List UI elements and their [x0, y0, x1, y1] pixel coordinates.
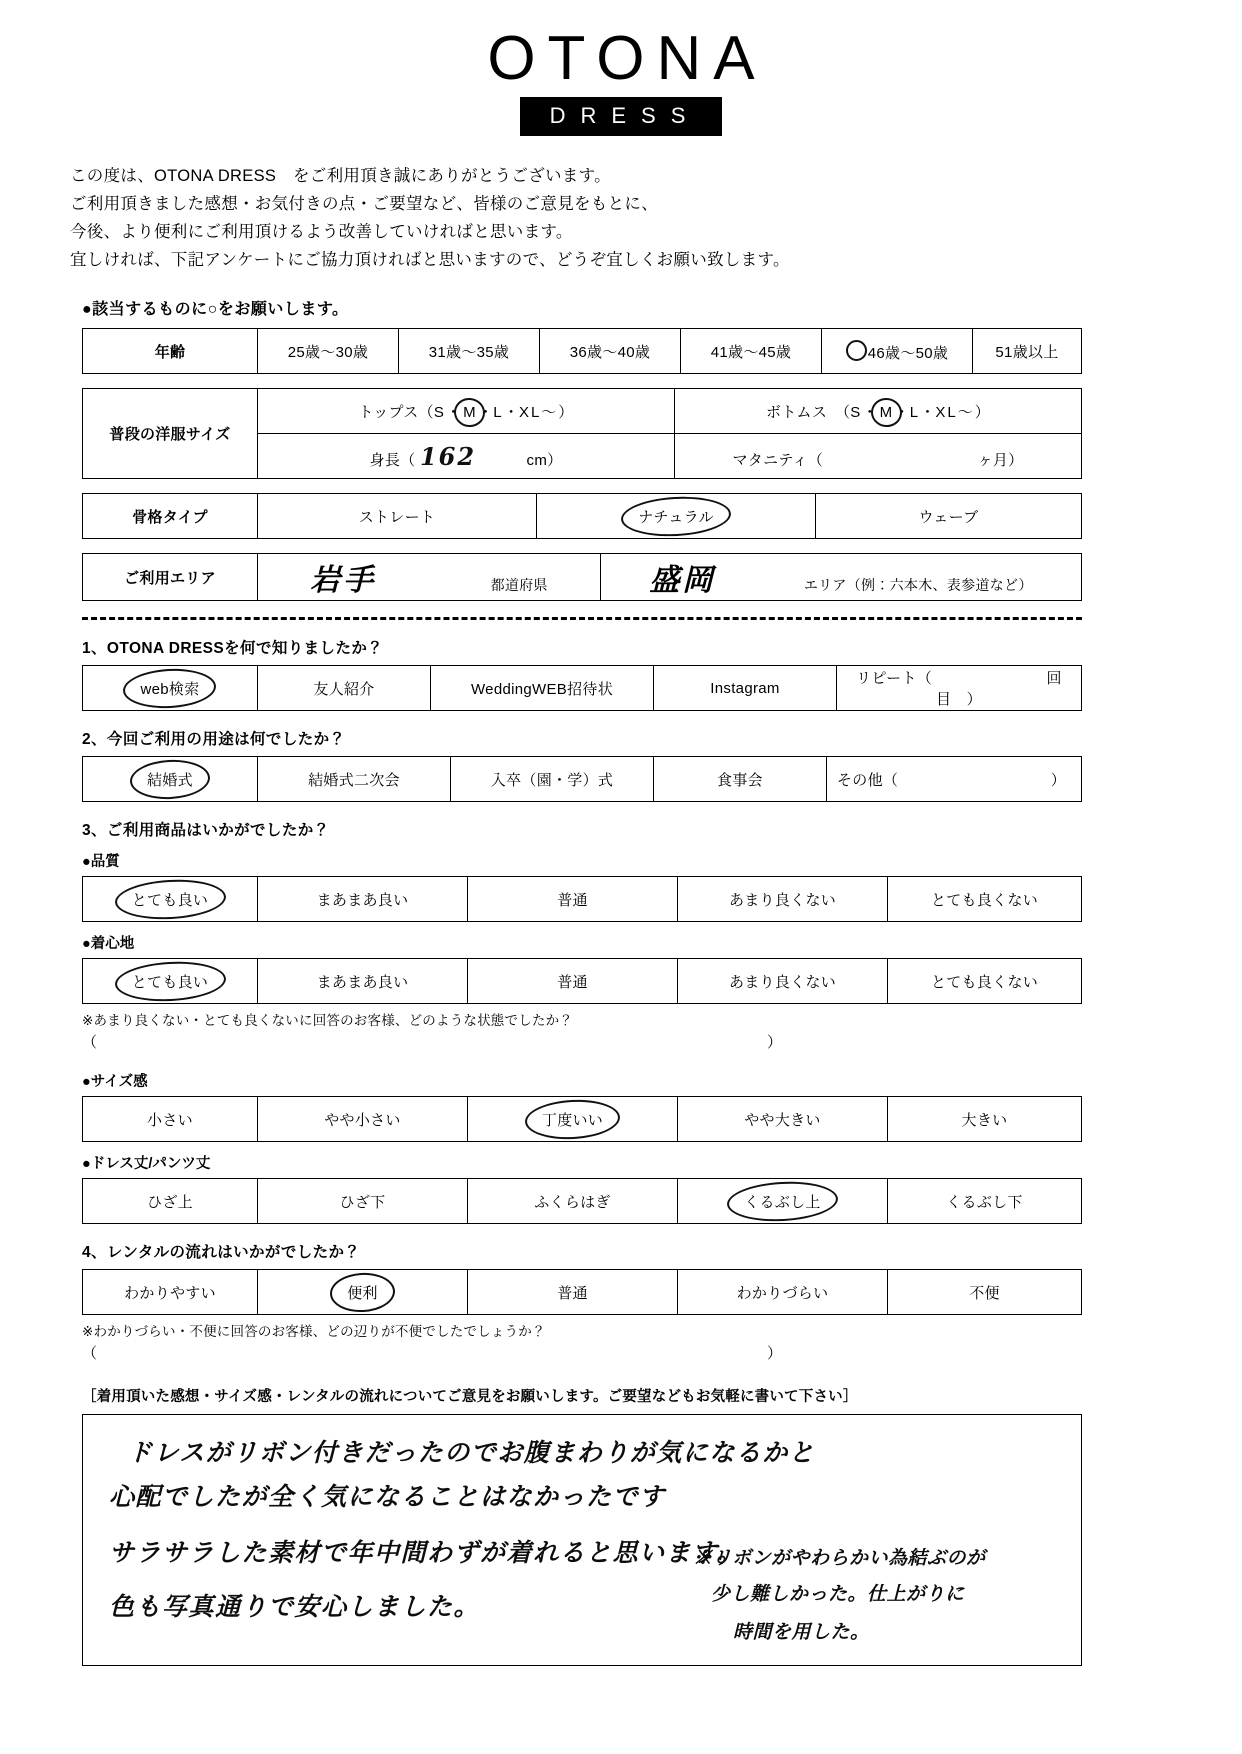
- q4-answer-open: （: [82, 1345, 98, 1363]
- q4-option-4[interactable]: 不便: [888, 1270, 1082, 1315]
- q1-repeat-count-label: 回目 ）: [936, 670, 1062, 709]
- q4-answer-field[interactable]: [82, 1342, 782, 1363]
- intro-line-1: この度は、OTONA DRESS をご利用頂き誠にありがとうございます。: [70, 167, 611, 186]
- comfort-option-4[interactable]: とても良くない: [888, 959, 1082, 1004]
- age-table: [82, 328, 1082, 374]
- height-value: 162: [419, 441, 477, 471]
- prefecture-caption: 都道府県: [490, 577, 548, 594]
- height-unit: cm）: [526, 451, 563, 469]
- quality-option-0-label: とても良い: [126, 887, 215, 912]
- clothing-size-table: [82, 388, 1082, 479]
- q3-quality-table: [82, 876, 1082, 922]
- comfort-option-0[interactable]: [83, 959, 258, 1004]
- brand-logo: [70, 0, 1172, 136]
- age-option-5[interactable]: 51歳以上: [973, 329, 1082, 374]
- tops-size-xl[interactable]: XL〜: [518, 403, 559, 421]
- area-value-cell[interactable]: [601, 554, 1082, 601]
- comfort-answer-open: （: [82, 1034, 98, 1052]
- bottoms-suffix: ）: [974, 403, 991, 421]
- maternity-label: マタニティ（: [732, 451, 824, 469]
- length-option-4[interactable]: くるぶし下: [888, 1179, 1082, 1224]
- q1-option-3[interactable]: Instagram: [654, 666, 837, 711]
- area-caption: エリア（例：六本木、表参道など）: [803, 577, 1033, 594]
- q3-comfort-table: [82, 958, 1082, 1004]
- quality-option-1[interactable]: まあまあ良い: [258, 877, 468, 922]
- age-option-4-label: 46歳〜50歳: [867, 344, 949, 362]
- q2-option-3[interactable]: 食事会: [654, 757, 827, 802]
- height-label: 身長（: [369, 451, 416, 469]
- quality-option-0[interactable]: [83, 877, 258, 922]
- prefecture-value: 岩手: [310, 563, 377, 599]
- quality-option-3[interactable]: あまり良くない: [678, 877, 888, 922]
- age-option-0[interactable]: 25歳〜30歳: [258, 329, 399, 374]
- table-row: [83, 1179, 1082, 1224]
- comfort-option-2[interactable]: 普通: [468, 959, 678, 1004]
- handwritten-line-2: 心配でしたが全く気になることはなかったです: [109, 1482, 666, 1512]
- q3-quality-label: ●品質: [82, 854, 120, 871]
- q1-option-1[interactable]: 友人紹介: [258, 666, 431, 711]
- q3-length-label: ●ドレス丈/パンツ丈: [82, 1156, 211, 1173]
- q2-option-1[interactable]: 結婚式二次会: [258, 757, 451, 802]
- q4-option-1-label: 便利: [341, 1280, 384, 1305]
- handwritten-line-7: 時間を用した。: [733, 1621, 870, 1644]
- bottoms-size-xl[interactable]: XL〜: [935, 403, 975, 421]
- prefecture-cell[interactable]: [258, 554, 601, 601]
- q2-other-label: その他（: [837, 771, 899, 789]
- q3-comfort-label: ●着心地: [82, 936, 135, 953]
- q1-repeat-label: リピート（: [856, 670, 933, 688]
- table-row: [83, 329, 1082, 374]
- q4-title: 4、レンタルの流れはいかがでしたか？: [82, 1244, 361, 1262]
- comfort-option-0-label: とても良い: [126, 969, 215, 994]
- intro-line-3: 今後、より便利にご利用頂けるよう改善していければと思います。: [70, 223, 573, 242]
- tops-size-m[interactable]: M: [463, 403, 476, 421]
- fit-option-2-label: 丁度いい: [536, 1107, 609, 1132]
- intro-paragraph: [70, 162, 1172, 274]
- comfort-option-3[interactable]: あまり良くない: [678, 959, 888, 1004]
- fit-option-2[interactable]: [468, 1097, 678, 1142]
- q4-option-2[interactable]: 普通: [468, 1270, 678, 1315]
- age-option-3[interactable]: 41歳〜45歳: [681, 329, 822, 374]
- table-row: [83, 959, 1082, 1004]
- table-row: [83, 666, 1082, 711]
- fit-option-1[interactable]: やや小さい: [258, 1097, 468, 1142]
- q2-other-close: ）: [1050, 771, 1066, 789]
- area-label: ご利用エリア: [83, 554, 258, 601]
- q2-title: 2、今回ご利用の用途は何でしたか？: [82, 731, 346, 749]
- tops-suffix: ）: [558, 403, 574, 421]
- tops-size-l[interactable]: L: [493, 403, 504, 421]
- q4-option-3[interactable]: わかりづらい: [678, 1270, 888, 1315]
- q3-length-table: [82, 1178, 1082, 1224]
- quality-option-2[interactable]: 普通: [468, 877, 678, 922]
- body-type-option-1-label: ナチュラル: [632, 504, 720, 529]
- q1-option-4[interactable]: [837, 666, 1082, 711]
- q3-title: 3、ご利用商品はいかがでしたか？: [82, 822, 330, 840]
- length-option-1[interactable]: ひざ下: [258, 1179, 468, 1224]
- table-row: [83, 757, 1082, 802]
- handwritten-line-5: ※リボンがやわらかい為結ぶのが: [693, 1547, 986, 1570]
- q1-title: 1、OTONA DRESSを何で知りましたか？: [82, 640, 384, 658]
- height-cell[interactable]: [258, 434, 675, 479]
- intro-line-2: ご利用頂きました感想・お気付きの点・ご要望など、皆様のご意見をもとに、: [70, 195, 658, 214]
- bottoms-size-m[interactable]: M: [879, 403, 893, 421]
- length-option-3-label: くるぶし上: [738, 1189, 827, 1214]
- body-type-label: 骨格タイプ: [83, 494, 258, 539]
- bottoms-size-l[interactable]: L: [909, 403, 921, 421]
- quality-option-4[interactable]: とても良くない: [888, 877, 1082, 922]
- free-comment-title: ［着用頂いた感想・サイズ感・レンタルの流れについてご意見をお願いします。ご要望などもお気軽に書いて下さい］: [82, 1389, 858, 1406]
- age-option-2[interactable]: 36歳〜40歳: [540, 329, 681, 374]
- free-comment-box[interactable]: [82, 1414, 1082, 1666]
- q4-table: [82, 1269, 1082, 1315]
- intro-line-4: 宜しければ、下記アンケートにご協力頂ければと思いますので、どうぞ宜しくお願い致します。: [70, 251, 790, 270]
- q1-table: [82, 665, 1082, 711]
- fit-option-3[interactable]: やや大きい: [678, 1097, 888, 1142]
- q2-option-4[interactable]: [827, 757, 1082, 802]
- bottoms-size-s[interactable]: S: [850, 403, 863, 421]
- length-option-0[interactable]: ひざ上: [83, 1179, 258, 1224]
- q2-table: [82, 756, 1082, 802]
- body-type-option-2[interactable]: ウェーブ: [816, 494, 1082, 539]
- q2-option-0[interactable]: [83, 757, 258, 802]
- table-row: [83, 389, 1082, 434]
- length-option-2[interactable]: ふくらはぎ: [468, 1179, 678, 1224]
- handwritten-circle-mark: [846, 340, 867, 361]
- bottoms-prefix: ボトムス （: [765, 403, 851, 421]
- handwritten-line-4: 色も写真通りで安心しました。: [109, 1592, 481, 1622]
- comfort-note: ※あまり良くない・とても良くないに回答のお客様、どのような状態でしたか？: [82, 1013, 574, 1029]
- comfort-answer-field[interactable]: [82, 1031, 782, 1052]
- age-label: 年齢: [83, 329, 258, 374]
- handwritten-line-6: 少し難しかった。仕上がりに: [711, 1583, 965, 1606]
- q4-note: ※わかりづらい・不便に回答のお客様、どの辺りが不便でしたでしょうか？: [82, 1324, 546, 1340]
- q4-option-1[interactable]: [258, 1270, 468, 1315]
- handwritten-line-1: ドレスがリボン付きだったのでお腹まわりが気になるかと: [127, 1438, 816, 1468]
- comfort-answer-close: ）: [766, 1034, 782, 1052]
- tops-size-cell[interactable]: トップス（S・ M ・L・XL〜）: [258, 389, 675, 434]
- q1-option-0[interactable]: [83, 666, 258, 711]
- age-option-4[interactable]: [822, 329, 973, 374]
- body-type-table: [82, 493, 1082, 539]
- body-type-option-1[interactable]: [537, 494, 816, 539]
- tops-size-s[interactable]: S: [433, 403, 446, 421]
- q4-option-0[interactable]: わかりやすい: [83, 1270, 258, 1315]
- table-row: [83, 494, 1082, 539]
- age-option-1[interactable]: 31歳〜35歳: [399, 329, 540, 374]
- q2-option-0-label: 結婚式: [141, 767, 199, 792]
- q3-fit-label: ●サイズ感: [82, 1074, 148, 1091]
- table-row: [83, 1270, 1082, 1315]
- q2-option-2[interactable]: 入卒（園・学）式: [451, 757, 654, 802]
- length-option-3[interactable]: [678, 1179, 888, 1224]
- logo-wordmark: OTONA: [487, 24, 767, 93]
- comfort-option-1[interactable]: まあまあ良い: [258, 959, 468, 1004]
- fit-option-0[interactable]: 小さい: [83, 1097, 258, 1142]
- fit-option-4[interactable]: 大きい: [888, 1097, 1082, 1142]
- q3-fit-table: [82, 1096, 1082, 1142]
- bottoms-size-cell[interactable]: ボトムス （S・ M ・L・XL〜）: [675, 389, 1082, 434]
- clothing-size-label: 普段の洋服サイズ: [83, 389, 258, 479]
- q1-option-2[interactable]: WeddingWEB招待状: [431, 666, 654, 711]
- area-table: [82, 553, 1082, 601]
- area-value: 盛岡: [649, 563, 716, 599]
- q1-option-0-label: web検索: [134, 676, 205, 701]
- table-row: [83, 1097, 1082, 1142]
- body-type-option-0[interactable]: ストレート: [258, 494, 537, 539]
- logo-subbar: DRESS: [520, 97, 723, 136]
- maternity-unit: ヶ月）: [977, 451, 1024, 469]
- dashed-divider: [82, 617, 1082, 620]
- maternity-cell[interactable]: [675, 434, 1082, 479]
- tops-prefix: トップス（: [358, 403, 434, 421]
- circle-instruction: ●該当するものに○をお願いします。: [82, 301, 349, 319]
- table-row: [83, 877, 1082, 922]
- handwritten-line-3: サラサラした素材で年中間わずが着れると思います。: [109, 1538, 744, 1568]
- table-row: [83, 554, 1082, 601]
- q4-answer-close: ）: [766, 1345, 782, 1363]
